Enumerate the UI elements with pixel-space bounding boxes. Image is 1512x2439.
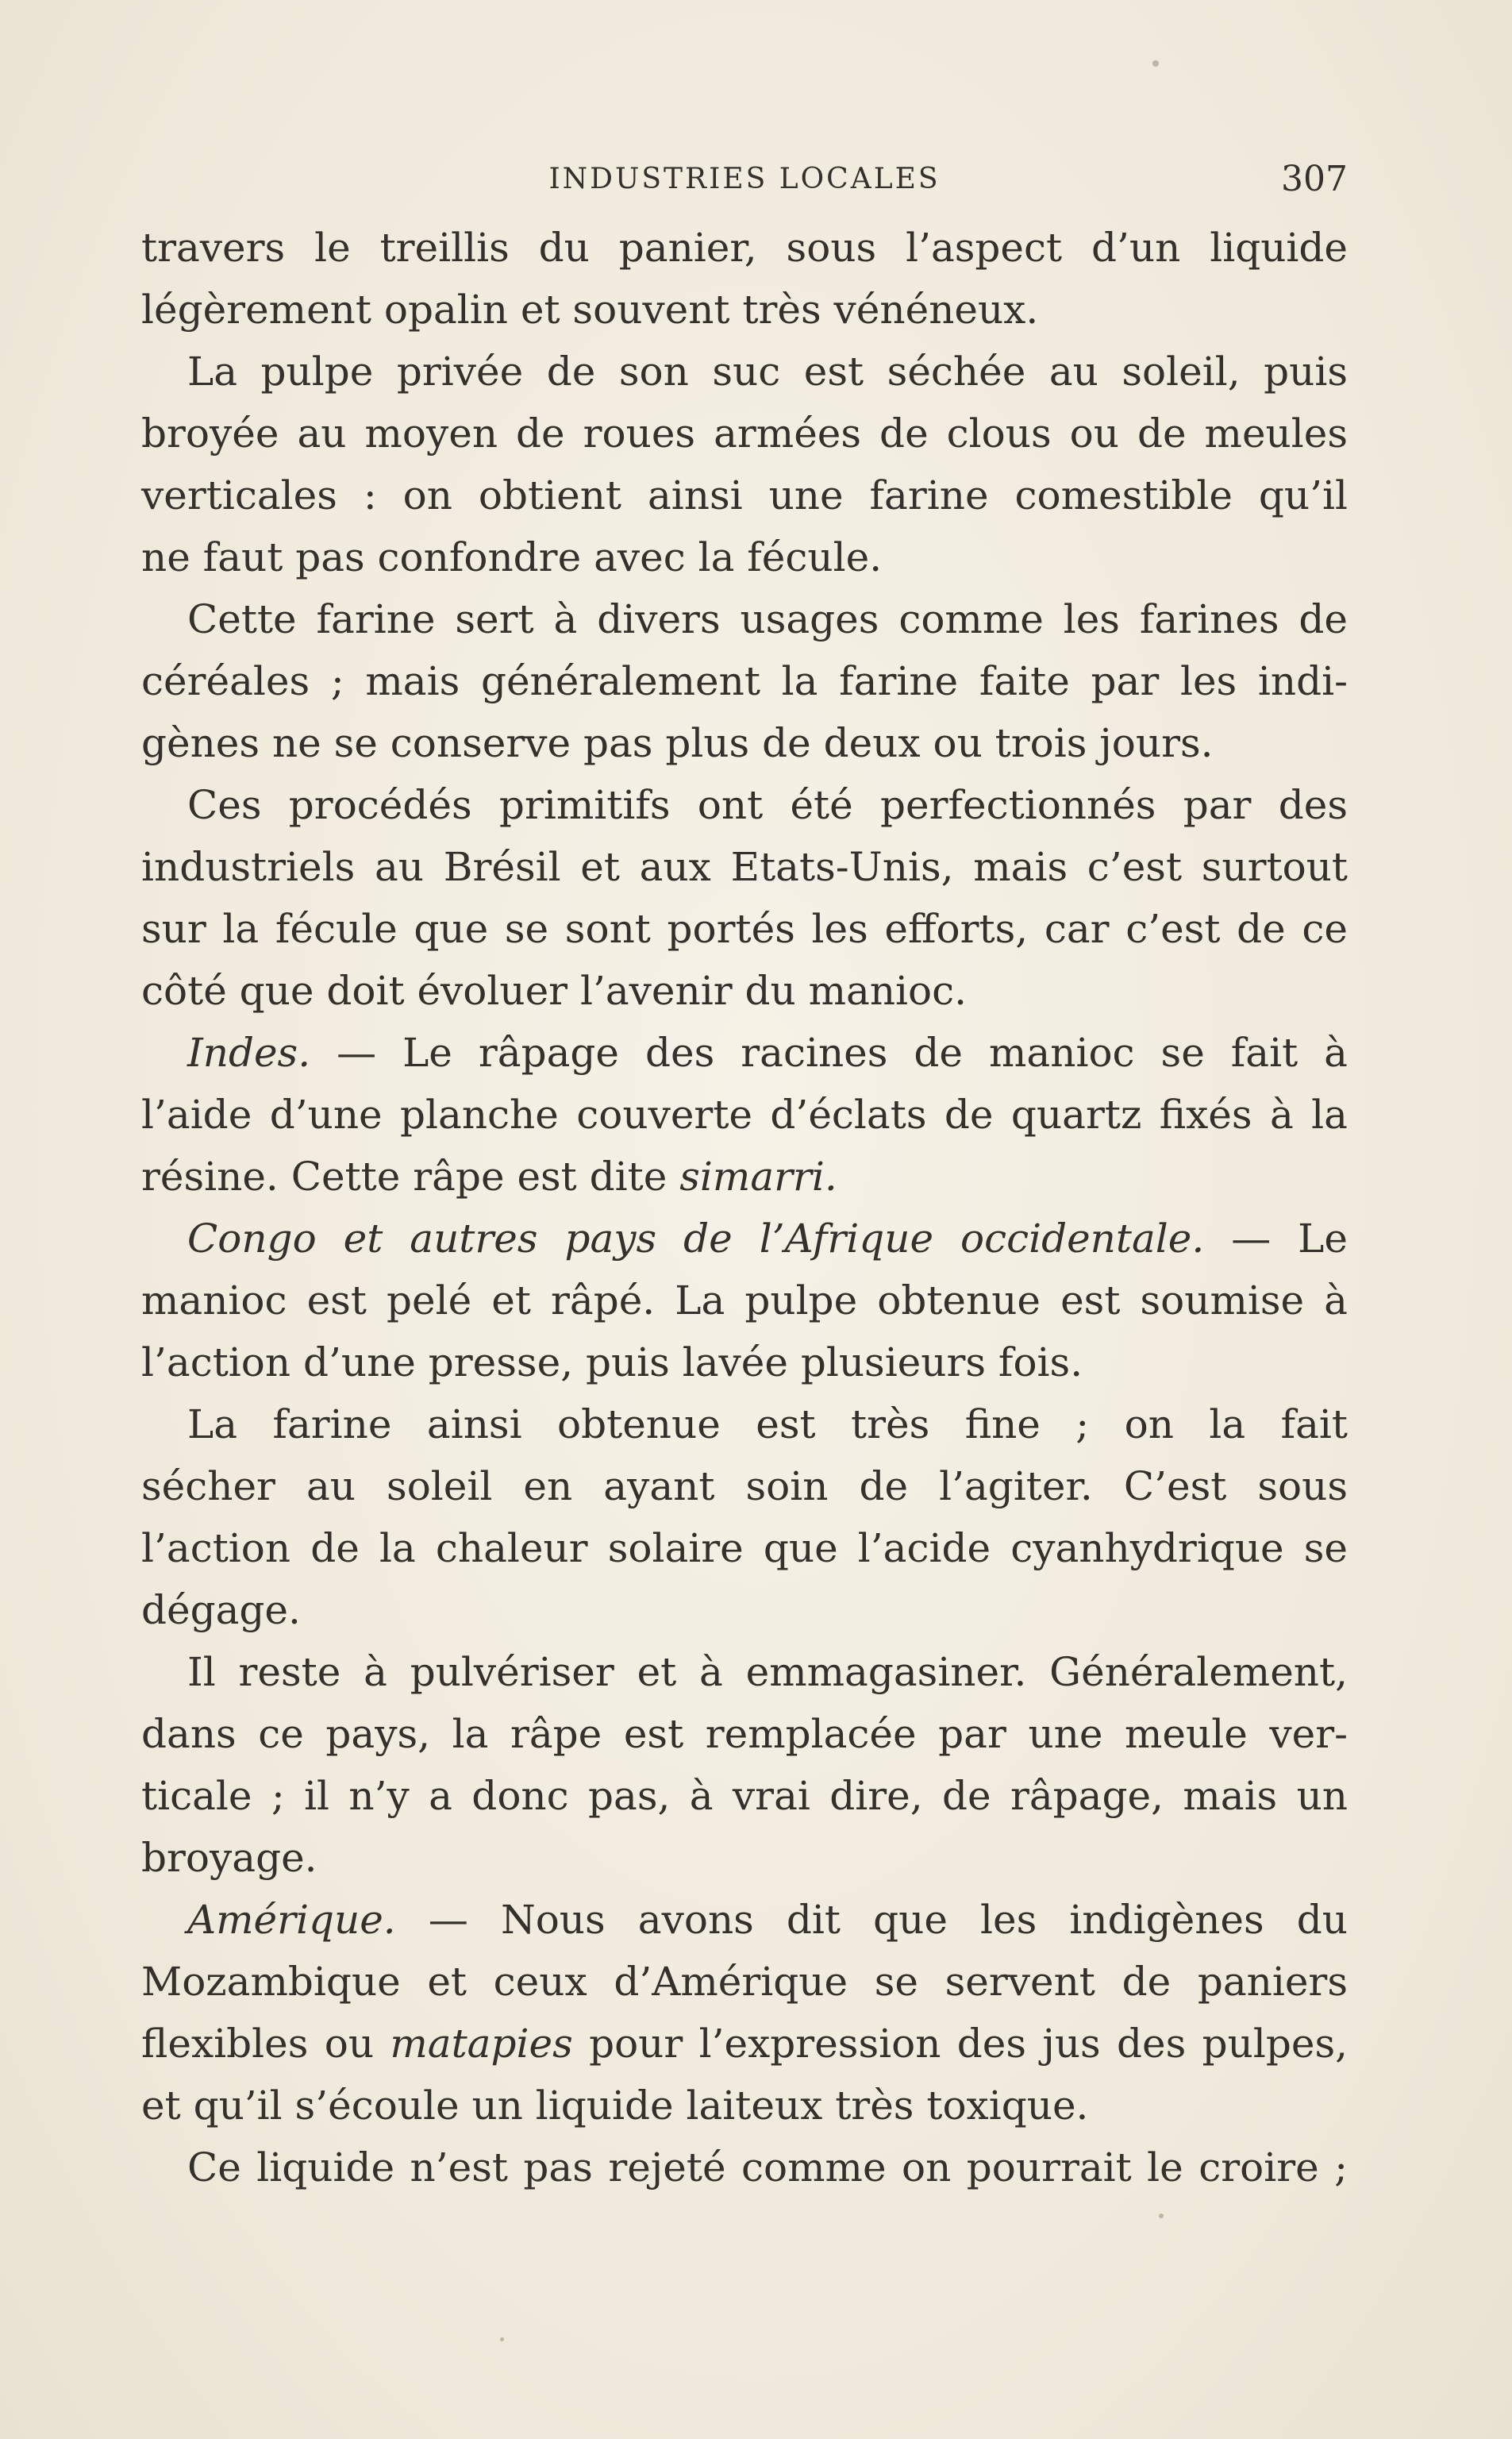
paragraph [141, 774, 1348, 1022]
text-line [141, 1889, 1348, 1951]
line-text: — Le râpage des racines de manioc se fait à [310, 1030, 1348, 1076]
paper-speck [1159, 2214, 1164, 2218]
text-line: industriels au Brésil et aux Etats-Unis, mais c’est surtout [141, 844, 1348, 890]
text-line [141, 1146, 1348, 1208]
text-line [141, 1208, 1348, 1270]
line-text: pour l’expression des jus des pulpes, [572, 2021, 1348, 2067]
text-line: dans ce pays, la râpe est remplacée par une meule ver- [141, 1711, 1348, 1757]
text-line: manioc est pelé et râpé. La pulpe obtenue est soumise à [141, 1277, 1348, 1324]
text-line: sécher au soleil en ayant soin de l’agiter. C’est sous [141, 1463, 1348, 1509]
text-line: céréales ; mais généralement la farine faite par les indi- [141, 658, 1348, 704]
text-line: côté que doit évoluer l’avenir du manioc. [141, 968, 968, 1014]
line-text: — Nous avons dit que les indigènes du [395, 1897, 1348, 1943]
text-line: l’action d’une presse, puis lavée plusieurs fois. [141, 1339, 1083, 1385]
section-heading: Congo et autres pays de l’Afrique occidentale. [187, 1216, 1205, 1262]
paragraph-congo [141, 1208, 1348, 1393]
text-line: ne faut pas confondre avec la fécule. [141, 534, 883, 580]
paragraph [141, 2137, 1348, 2198]
text-line: l’aide d’une planche couverte d’éclats de quartz fixés à la [141, 1092, 1348, 1138]
text-line: La pulpe privée de son suc est séchée au soleil, puis [187, 349, 1348, 395]
line-text: — Le [1204, 1216, 1348, 1262]
text-line [141, 2013, 1348, 2075]
paper-speck [500, 2337, 504, 2341]
paragraph [141, 1641, 1348, 1889]
text-line [141, 1022, 1348, 1084]
text-line: Cette farine sert à divers usages comme les farines de [187, 596, 1348, 642]
text-line: broyée au moyen de roues armées de clous ou de meules [141, 410, 1348, 457]
text-line: La farine ainsi obtenue est très fine ; on la fait [187, 1401, 1348, 1447]
running-head [141, 156, 1348, 203]
text-line: broyage. [141, 1835, 317, 1881]
section-heading: Amérique. [187, 1897, 396, 1943]
paragraph [141, 217, 1348, 341]
text-line: légèrement opalin et souvent très vénéneux. [141, 287, 1039, 333]
paragraph [141, 341, 1348, 588]
line-text: résine. Cette râpe est dite [141, 1154, 680, 1200]
body-text [141, 217, 1348, 2198]
italic-term: matapies [390, 2021, 573, 2067]
text-line: gènes ne se conserve pas plus de deux ou trois jours. [141, 720, 1214, 766]
section-heading: Indes. [187, 1030, 311, 1076]
text-line: et qu’il s’écoule un liquide laiteux très toxique. [141, 2083, 1089, 2129]
paragraph [141, 588, 1348, 774]
text-line: Mozambique et ceux d’Amérique se servent de paniers [141, 1959, 1348, 2005]
text-line: travers le treillis du panier, sous l’aspect d’un liquide [141, 225, 1348, 271]
paragraph-indes [141, 1022, 1348, 1208]
text-line: dégage. [141, 1587, 301, 1633]
text-line: verticales : on obtient ainsi une farine comestible qu’il [141, 472, 1348, 518]
running-title: INDUSTRIES LOCALES [548, 163, 941, 195]
paragraph [141, 1393, 1348, 1641]
line-text: flexibles ou [141, 2021, 391, 2067]
page-number: 307 [1281, 159, 1348, 199]
italic-term: simarri. [679, 1154, 837, 1200]
text-line: Il reste à pulvériser et à emmagasiner. Généralement, [187, 1649, 1348, 1695]
text-line: sur la fécule que se sont portés les efforts, car c’est de ce [141, 906, 1348, 952]
paper-speck [1152, 60, 1159, 67]
text-line: Ces procédés primitifs ont été perfectionnés par des [187, 782, 1348, 828]
paragraph-amerique [141, 1889, 1348, 2137]
text-line: Ce liquide n’est pas rejeté comme on pourrait le croire ; [187, 2144, 1348, 2190]
text-line: l’action de la chaleur solaire que l’acide cyanhydrique se [141, 1525, 1348, 1571]
text-line: ticale ; il n’y a donc pas, à vrai dire, de râpage, mais un [141, 1773, 1348, 1819]
